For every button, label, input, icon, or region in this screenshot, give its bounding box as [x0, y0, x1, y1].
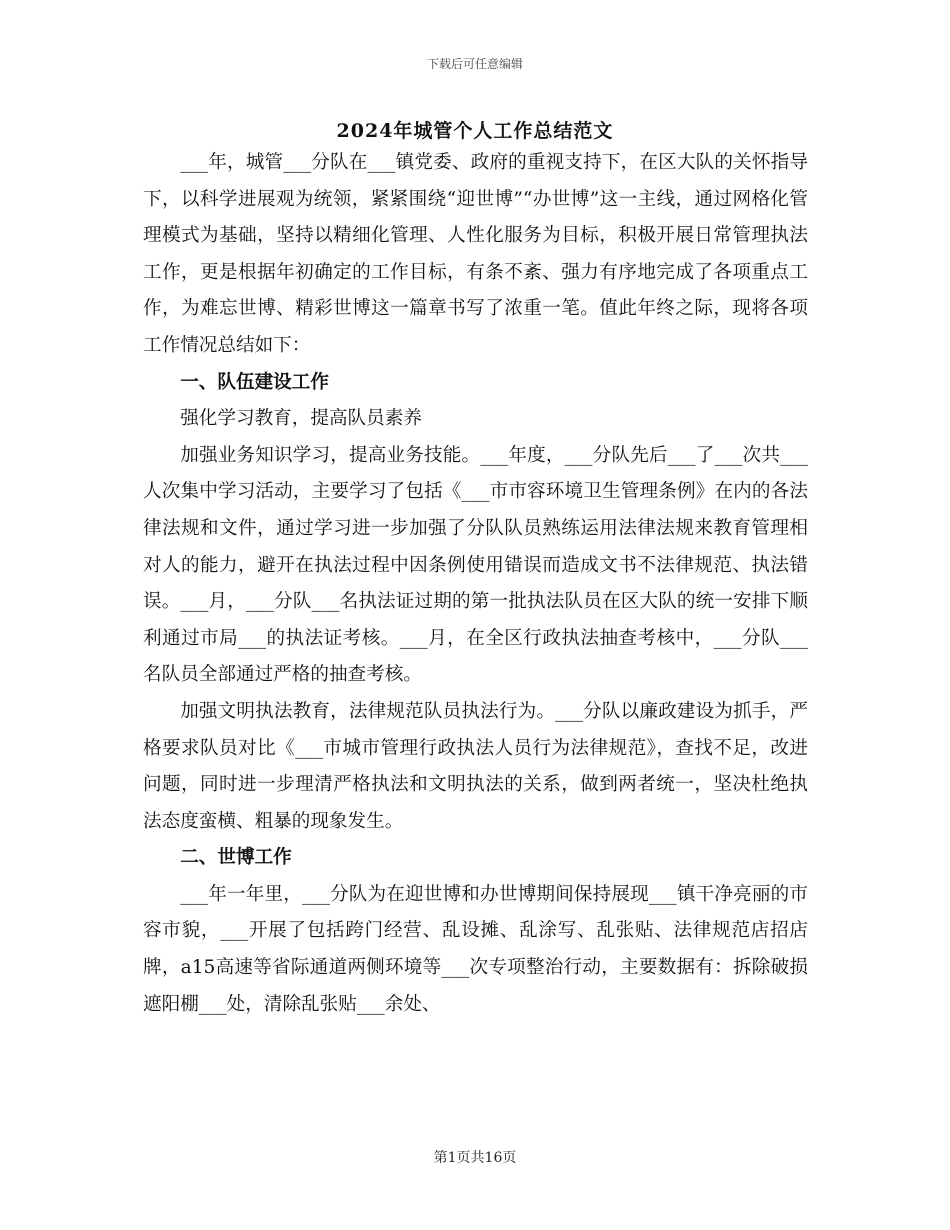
paragraph-business-learning: 加强业务知识学习，提高业务技能。___年度，___分队先后___了___次共___人次集中学习活动，主要学习了包括《___市市容环境卫生管理条例》在内的各法律法规和文件，通过学习进一步加强了分队队员熟练运用法律法规来教育管理相对人的能力，避开在执法过程中因条例使用错误而造成文书不法律规范、执法错误。___月，___分队___名执法证过期的第一批执法队员在区大队的统一安排下顺利通过市局___的执法证考核。___月，在全区行政执法抽查考核中，___分队___名队员全部通过严格的抽查考核。 [143, 444, 808, 686]
section-heading-team-building: 一、队伍建设工作 [180, 371, 329, 393]
document-body [143, 145, 808, 1023]
document-title: 2024年城管个人工作总结范文 [336, 120, 614, 142]
page-footer: 第1页共16页 [433, 1150, 517, 1166]
paragraph-intro: ___年，城管___分队在___镇党委、政府的重视支持下，在区大队的关怀指导下，以科学进展观为统领，紧紧围绕“迎世博”“办世博”这一主线，通过网格化管理模式为基础，坚持以精细化管理、人性化服务为目标，积极开展日常管理执法工作，更是根据年初确定的工作目标，有条不紊、强力有序地完成了各项重点工作，为难忘世博、精彩世博这一篇章书写了浓重一笔。值此年终之际，现将各项工作情况总结如下： [143, 152, 808, 356]
header-note: 下载后可任意编辑 [426, 57, 523, 71]
subheading-learning: 强化学习教育，提高队员素养 [180, 408, 422, 430]
paragraph-civil-enforcement: 加强文明执法教育，法律规范队员执法行为。___分队以廉政建设为抓手，严格要求队员对比《___市城市管理行政执法人员行为法律规范》，查找不足，改进问题，同时进一步理清严格执法和文明执法的关系，做到两者统一，坚决杜绝执法态度蛮横、粗暴的现象发生。 [143, 700, 808, 832]
paragraph-expo-work: ___年一年里，___分队为在迎世博和办世博期间保持展现___镇干净亮丽的市容市貌，___开展了包括跨门经营、乱设摊、乱涂写、乱张贴、法律规范店招店牌，a15高速等省际通道两侧环境等___次专项整治行动，主要数据有：拆除破损遮阳棚___处，清除乱张贴___余处、 [143, 883, 808, 1015]
section-heading-expo: 二、世博工作 [180, 847, 292, 869]
